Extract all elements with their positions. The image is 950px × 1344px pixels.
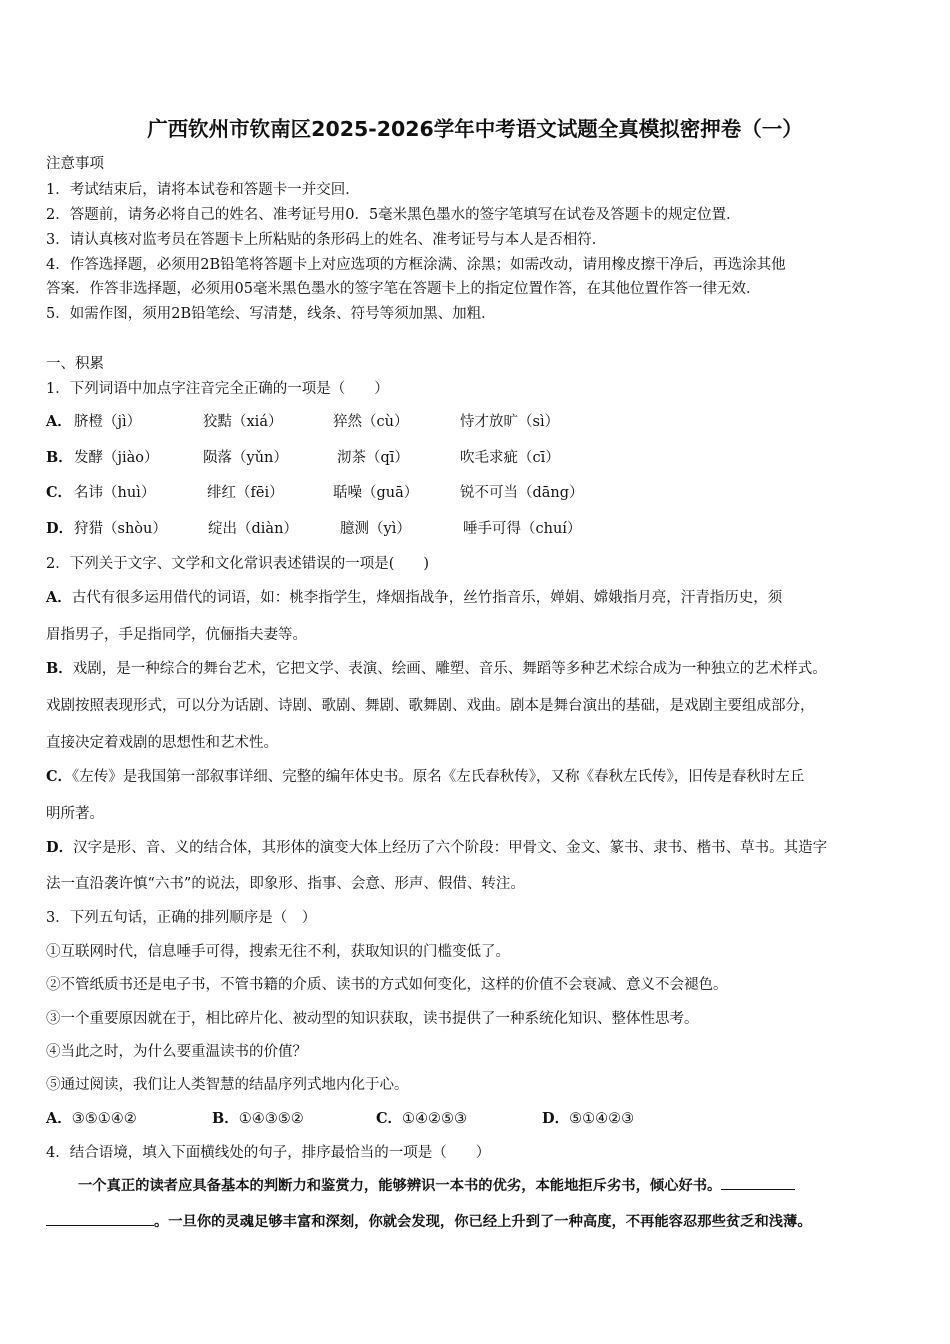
- option-text: 直接决定着戏剧的思想性和艺术性。: [46, 735, 278, 751]
- option-label: A．: [46, 589, 72, 606]
- section-heading: 一、积累: [46, 356, 104, 372]
- notes-item: 1．考试结束后，请将本试卷和答题卡一并交回．: [46, 182, 360, 198]
- option-word: 臆测（yì）: [340, 521, 411, 537]
- sentence: ④当此之时，为什么要重温读书的价值？: [46, 1044, 307, 1060]
- option-word: 绯红（fēi）: [207, 485, 284, 501]
- option-label: C．: [46, 484, 73, 501]
- option-label: A．: [46, 413, 72, 430]
- option-text: 戏剧按照表现形式，可以分为话剧、诗剧、歌剧、舞剧、歌舞剧、戏曲。剧本是舞台演出的基础，是戏剧主要组成部分，: [46, 698, 815, 714]
- option-label: D．: [46, 520, 74, 537]
- option-text: 《左传》是我国第一部叙事详细、完整的编年体史书。原名《左氏春秋传》，又称《春秋左氏传》，旧传是春秋时左丘: [72, 769, 805, 785]
- question-3-option-a: A．③⑤①④②: [46, 1110, 137, 1127]
- question-4-passage-line: [78, 1175, 795, 1195]
- passage-text: 一个真正的读者应具备基本的判断力和鉴赏力，能够辨识一本书的优劣，本能地拒斥劣书，倾心好书。: [78, 1178, 722, 1194]
- question-3-option-b: B．①④③⑤②: [212, 1110, 304, 1127]
- question-2-line: [46, 836, 827, 857]
- question-3-option-d: D．⑤①④②③: [542, 1110, 635, 1127]
- notes-item: 4．作答选择题，必须用2B铅笔将答题卡上对应选项的方框涂满、涂黑；如需改动，请用橡皮擦干净后，再选涂其他: [46, 257, 786, 273]
- option-word: 聒噪（guā）: [333, 485, 419, 501]
- option-word: 陨落（yǔn）: [203, 450, 288, 466]
- option-word: 绽出（diàn）: [208, 521, 298, 537]
- option-label: C．: [46, 768, 73, 785]
- option-word: 恃才放旷（sì）: [460, 414, 560, 430]
- option-word: 锐不可当（dāng）: [460, 485, 584, 501]
- question-2-line: [46, 765, 804, 786]
- option-word: 吹毛求疵（cī）: [460, 450, 560, 466]
- question-2-line: [46, 586, 782, 607]
- question-4-stem: 4．结合语境，填入下面横线处的句子，排序最恰当的一项是（ ）: [46, 1145, 491, 1161]
- option-word: 名讳（huì）: [74, 485, 156, 501]
- option-word: 猝然（cù）: [333, 414, 409, 430]
- option-text: 汉字是形、音、义的结合体，其形体的演变大体上经历了六个阶段：甲骨文、金文、篆书、隶书、楷书、草书。其造字: [73, 840, 828, 856]
- sentence: ③一个重要原因就在于，相比碎片化、被动型的知识获取，读书提供了一种系统化知识、整体性思考。: [46, 1011, 699, 1027]
- option-word: 沏茶（qī）: [337, 450, 409, 466]
- option-word: 唾手可得（chuí）: [463, 521, 582, 537]
- passage-text: 。一旦你的灵魂足够丰富和深刻，你就会发现，你已经上升到了一种高度，不再能容忍那些贫乏和浅薄。: [154, 1214, 812, 1230]
- fill-blank: [46, 1211, 154, 1226]
- option-word: 狡黠（xiá）: [203, 414, 283, 430]
- notes-item: 3．请认真核对监考员在答题卡上所粘贴的条形码上的姓名、准考证号与本人是否相符．: [46, 232, 607, 248]
- question-2-line: [46, 802, 104, 823]
- question-2-stem: 2．下列关于文字、文学和文化常识表述错误的一项是( ): [46, 556, 430, 572]
- option-text: 眉指男子，手足指同学，伉俪指夫妻等。: [46, 627, 307, 643]
- sentence: ⑤通过阅读，我们让人类智慧的结晶序列式地内化于心。: [46, 1077, 409, 1093]
- question-3-stem: 3．下列五句话，正确的排列顺序是（ ）: [46, 910, 317, 926]
- notes-heading: 注意事项: [46, 156, 104, 172]
- notes-item: 5．如需作图，须用2B铅笔绘、写清楚，线条、符号等须加黑、加粗．: [46, 306, 496, 322]
- question-2-line: [46, 872, 525, 893]
- option-label: B．: [46, 449, 73, 466]
- option-text: 戏剧，是一种综合的舞台艺术，它把文学、表演、绘画、雕塑、音乐、舞蹈等多种艺术综合成为一种独立的艺术样式。: [72, 661, 827, 677]
- question-2-line: [46, 731, 278, 752]
- sentence: ①互联网时代，信息唾手可得，搜索无往不利，获取知识的门槛变低了。: [46, 944, 510, 960]
- option-label: B．: [46, 660, 73, 677]
- option-word: 狩猎（shòu）: [74, 521, 167, 537]
- option-text: 明所著。: [46, 806, 104, 822]
- option-text: 法一直沿袭许慎“六书”的说法，即象形、指事、会意、形声、假借、转注。: [46, 876, 525, 892]
- question-3-option-c: C．①④②⑤③: [376, 1110, 468, 1127]
- sentence: ②不管纸质书还是电子书，不管书籍的介质、读书的方式如何变化，这样的价值不会衰减、意义不会褪色。: [46, 977, 728, 993]
- option-word: 发酵（jiào）: [74, 450, 159, 466]
- notes-item: 答案．作答非选择题，必须用05毫米黑色墨水的签字笔在答题卡上的指定位置作答，在其他位置作答一律无效．: [46, 281, 761, 297]
- question-2-line: [46, 623, 307, 644]
- option-word: 脐橙（jì）: [74, 414, 142, 430]
- question-2-line: [46, 657, 827, 678]
- question-4-passage-line: [46, 1211, 812, 1231]
- question-2-line: [46, 694, 815, 715]
- fill-blank: [721, 1175, 795, 1190]
- option-text: 古代有很多运用借代的词语，如：桃李指学生，烽烟指战争，丝竹指音乐，婵娟、嫦娥指月亮，汗青指历史，须: [71, 590, 783, 606]
- option-label: D．: [46, 839, 74, 856]
- page-title: 广西钦州市钦南区2025-2026学年中考语文试题全真模拟密押卷（一）: [147, 117, 803, 141]
- notes-item: 2．答题前，请务必将自己的姓名、准考证号用0．5毫米黑色墨水的签字笔填写在试卷及答题卡的规定位置．: [46, 207, 741, 223]
- question-1-stem: 1．下列词语中加点字注音完全正确的一项是（ ）: [46, 381, 389, 397]
